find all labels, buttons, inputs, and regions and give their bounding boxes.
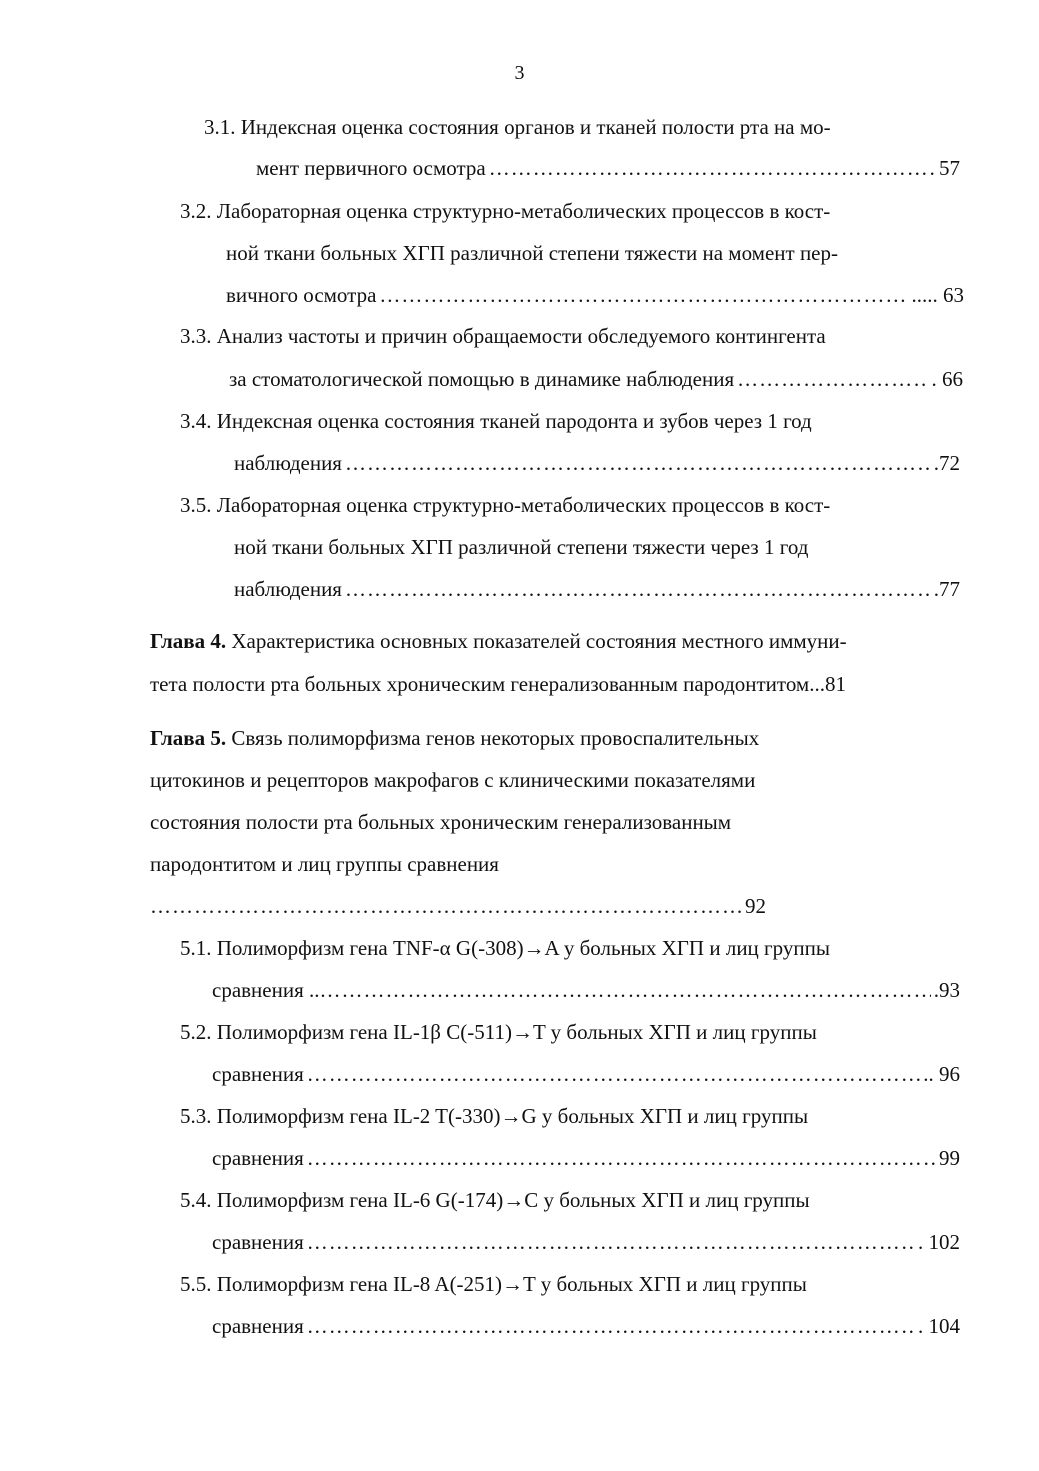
leader-dots (307, 1232, 915, 1253)
toc-chapter-5-line1[interactable] (150, 728, 759, 749)
toc-3-4-line2: наблюдения (234, 451, 342, 475)
leader-dots (345, 453, 931, 474)
toc-chapter-5-page: 92 (745, 894, 766, 918)
leader-dots (307, 1148, 936, 1169)
toc-3-4-page: .72 (933, 451, 960, 475)
toc-chapter-4-line2: тета полости рта больных хроническим генерализованным пародонтитом...81 (150, 672, 846, 696)
toc-5-4-line2: сравнения (212, 1230, 304, 1254)
leader-dots (345, 579, 931, 600)
toc-chapter-5-line2: цитокинов и рецепторов макрофагов с клиническими показателями (150, 768, 756, 792)
toc-3-2-line3: вичного осмотра (226, 283, 377, 307)
toc-5-3-entry[interactable] (212, 1148, 960, 1169)
toc-3-4-line1: 3.4. Индексная оценка состояния тканей пародонта и зубов через 1 год (180, 409, 812, 433)
toc-5-1-line1: 5.1. Полиморфизм гена TNF-α G(-308)→A у больных ХГП и лиц группы (180, 936, 830, 960)
toc-chapter-5-entry[interactable] (150, 896, 766, 917)
toc-5-3-line1: 5.3. Полиморфизм гена IL-2 T(-330)→G у больных ХГП и лиц группы (180, 1104, 809, 1128)
toc-3-1-line1: 3.1. Индексная оценка состояния органов и тканей полости рта на мо- (204, 115, 831, 139)
page-number: 3 (514, 62, 525, 84)
toc-chapter-4-line1[interactable] (150, 631, 847, 652)
toc-3-3-page: . 66 (931, 367, 963, 391)
leader-dots (320, 980, 931, 1001)
toc-5-5-line1: 5.5. Полиморфизм гена IL-8 A(-251)→T у больных ХГП и лиц группы (180, 1272, 807, 1296)
toc-5-5-line2: сравнения (212, 1314, 304, 1338)
toc-3-2-line1: 3.2. Лабораторная оценка структурно-метаболических процессов в кост- (180, 199, 831, 223)
toc-3-1-page: 57 (939, 156, 960, 180)
toc-3-2-entry[interactable] (226, 285, 964, 306)
chapter-5-label: Глава 5. (150, 726, 227, 750)
toc-5-1-line2: сравнения .. (212, 978, 320, 1002)
chapter-4-title: Характеристика основных показателей состояния местного иммуни- (226, 629, 847, 653)
toc-3-1-line2: мент первичного осмотра (256, 156, 486, 180)
leader-dots (379, 285, 908, 306)
toc-3-5-page: .77 (933, 577, 960, 601)
toc-5-2-page: .. 96 (923, 1062, 960, 1086)
toc-5-1-page: .93 (933, 978, 960, 1002)
toc-5-1-entry[interactable] (212, 980, 960, 1001)
toc-3-3-line1: 3.3. Анализ частоты и причин обращаемости обследуемого контингента (180, 324, 826, 348)
toc-5-5-entry[interactable] (212, 1316, 960, 1337)
toc-5-3-page: 99 (939, 1146, 960, 1170)
toc-5-4-page: . 102 (918, 1230, 960, 1254)
chapter-5-title: Связь полиморфизма генов некоторых провоспалительных (226, 726, 760, 750)
toc-3-5-line2: ной ткани больных ХГП различной степени тяжести через 1 год (234, 535, 809, 559)
toc-3-5-line1: 3.5. Лабораторная оценка структурно-метаболических процессов в кост- (180, 493, 831, 517)
toc-3-1-entry[interactable] (256, 158, 960, 179)
leader-dots (737, 369, 928, 390)
leader-dots (307, 1064, 920, 1085)
toc-3-5-line3: наблюдения (234, 577, 342, 601)
toc-5-3-line2: сравнения (212, 1146, 304, 1170)
toc-5-2-line1: 5.2. Полиморфизм гена IL-1β C(-511)→T у больных ХГП и лиц группы (180, 1020, 817, 1044)
leader-dots (489, 158, 936, 179)
toc-5-4-entry[interactable] (212, 1232, 960, 1253)
leader-dots (150, 896, 742, 917)
leader-dots (307, 1316, 915, 1337)
toc-3-2-page: ..... 63 (911, 283, 964, 307)
toc-3-4-entry[interactable] (234, 453, 960, 474)
toc-3-2-line2: ной ткани больных ХГП различной степени тяжести на момент пер- (226, 241, 838, 265)
toc-5-2-line2: сравнения (212, 1062, 304, 1086)
toc-3-3-entry[interactable] (229, 369, 963, 390)
toc-5-2-entry[interactable] (212, 1064, 960, 1085)
toc-chapter-5-line3: состояния полости рта больных хроническим генерализованным (150, 810, 732, 834)
toc-chapter-5-line4: пародонтитом и лиц группы сравнения (150, 852, 499, 876)
toc-3-5-entry[interactable] (234, 579, 960, 600)
chapter-4-label: Глава 4. (150, 629, 227, 653)
toc-5-4-line1: 5.4. Полиморфизм гена IL-6 G(-174)→C у больных ХГП и лиц группы (180, 1188, 810, 1212)
toc-5-5-page: . 104 (918, 1314, 960, 1338)
toc-3-3-line2: за стоматологической помощью в динамике наблюдения (229, 367, 735, 391)
